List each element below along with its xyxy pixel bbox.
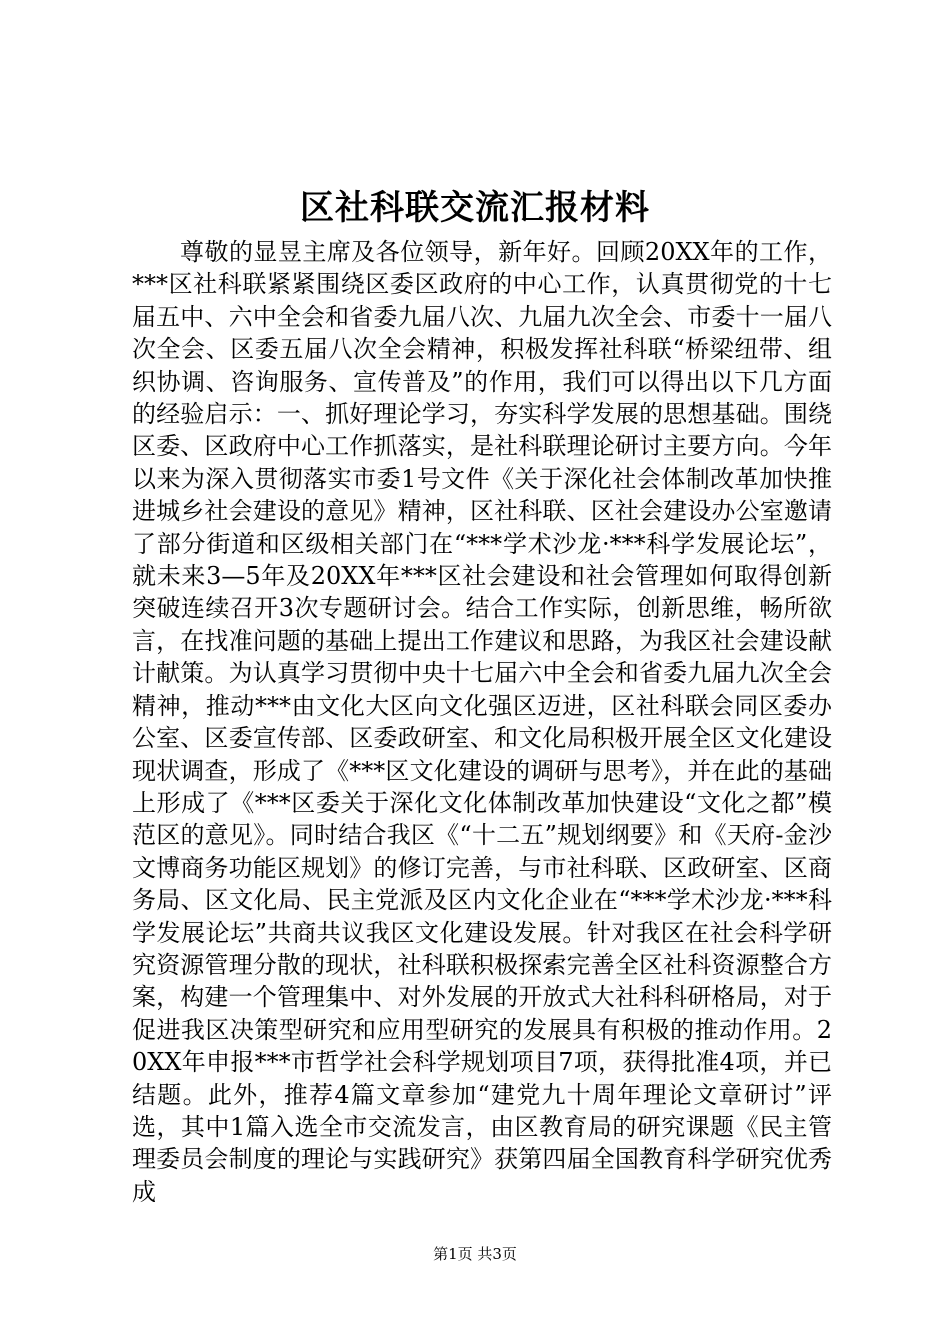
document-body-paragraph: 尊敬的显昱主席及各位领导，新年好。回顾20XX年的工作，***区社科联紧紧围绕区委区政府的中心工作，认真贯彻党的十七届五中、六中全会和省委九届八次、九届九次全会、市委十一届八次全会、区委五届八次全会精神，积极发挥社科联“桥梁纽带、组织协调、咨询服务、宣传普及”的作用，我们可以得出以下几方面的经验启示：一、抓好理论学习，夯实科学发展的思想基础。围绕区委、区政府中心工作抓落实，是社科联理论研讨主要方向。今年以来为深入贯彻落实市委1号文件《关于深化社会体制改革加快推进城乡社会建设的意见》精神，区社科联、区社会建设办公室邀请了部分街道和区级相关部门在“***学术沙龙·***科学发展论坛”，就未来3—5年及20XX年***区社会建设和社会管理如何取得创新突破连续召开3次专题研讨会。结合工作实际，创新思维，畅所欲言，在找准问题的基础上提出工作建议和思路，为我区社会建设献计献策。为认真学习贯彻中央十七届六中全会和省委九届九次全会精神，推动***由文化大区向文化强区迈进，区社科联会同区委办公室、区委宣传部、区委政研室、和文化局积极开展全区文化建设现状调查，形成了《***区文化建设的调研与思考》，并在此的基础上形成了《***区委关于深化文化体制改革加快建设“文化之都”模范区的意见》。同时结合我区《“十二五”规划纲要》和《天府-金沙文博商务功能区规划》的修订完善，与市社科联、区政研室、区商务局、区文化局、民主党派及区内文化企业在“***学术沙龙·***科学发展论坛”共商共议我区文化建设发展。针对我区在社会科学研究资源管理分散的现状，社科联积极探索完善全区社科资源整合方案，构建一个管理集中、对外发展的开放式大社科科研格局，对于促进我区决策型研究和应用型研究的发展具有积极的推动作用。20XX年申报***市哲学社会科学规划项目7项，获得批准4项，并已结题。此外，推荐4篇文章参加“建党九十周年理论文章研讨”评选，其中1篇入选全市交流发言，由区教育局的研究课题《民主管理委员会制度的理论与实践研究》获第四届全国教育科学研究优秀成	[132, 238, 832, 1206]
page-footer: 第1页 共3页	[433, 1245, 517, 1263]
document-title: 区社科联交流汇报材料	[300, 188, 650, 228]
